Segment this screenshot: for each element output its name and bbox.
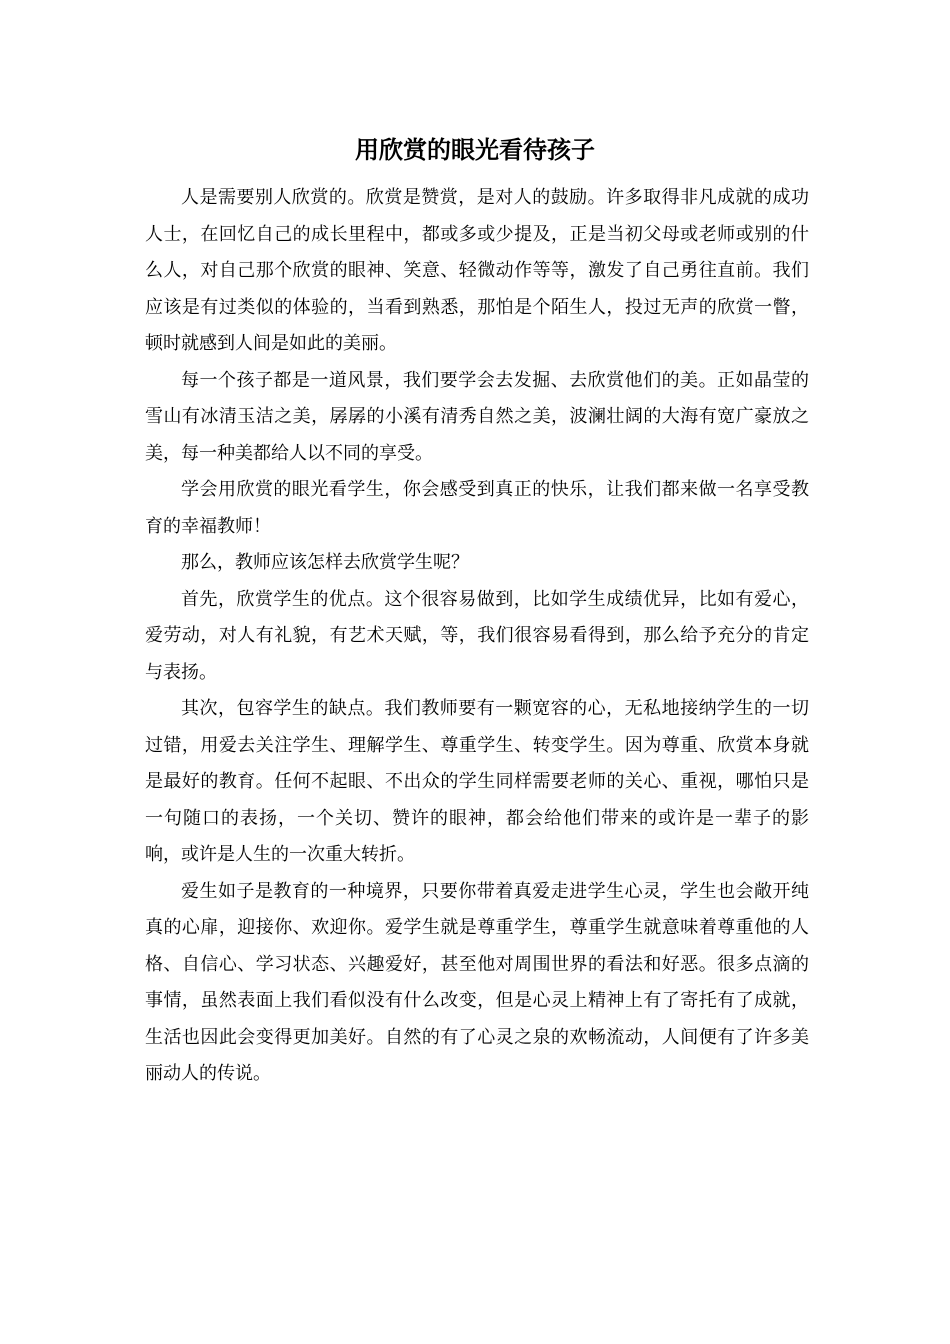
paragraph-4: 那么，教师应该怎样去欣赏学生呢？ bbox=[181, 552, 469, 573]
paragraph-2: 每一个孩子都是一道风景，我们要学会去发掘、去欣赏他们的美。正如晶莹的雪山有冰清玉洁之美，孱孱的小溪有清秀自然之美，波澜壮阔的大海有宽广豪放之美，每一种美都给人以不同的享受。 bbox=[145, 369, 809, 464]
paragraph-3: 学会用欣赏的眼光看学生，你会感受到真正的快乐，让我们都来做一名享受教育的幸福教师！ bbox=[145, 479, 809, 537]
document-title: 用欣赏的眼光看待孩子 bbox=[355, 136, 595, 164]
paragraph-6: 其次，包容学生的缺点。我们教师要有一颗宽容的心，无私地接纳学生的一切过错，用爱去关注学生、理解学生、尊重学生、转变学生。因为尊重、欣赏本身就是最好的教育。任何不起眼、不出众的学生同样需要老师的关心、重视，哪怕只是一句随口的表扬，一个关切、赞许的眼神，都会给他们带来的或许是一辈子的影响，或许是人生的一次重大转折。 bbox=[145, 698, 809, 865]
document-body bbox=[145, 180, 809, 1093]
paragraph-7: 爱生如子是教育的一种境界，只要你带着真爱走进学生心灵，学生也会敞开纯真的心扉，迎接你、欢迎你。爱学生就是尊重学生，尊重学生就意味着尊重他的人格、自信心、学习状态、兴趣爱好，甚至他对周围世界的看法和好恶。很多点滴的事情，虽然表面上我们看似没有什么改变，但是心灵上精神上有了寄托有了成就，生活也因此会变得更加美好。自然的有了心灵之泉的欢畅流动，人间便有了许多美丽动人的传说。 bbox=[145, 880, 809, 1084]
paragraph-1: 人是需要别人欣赏的。欣赏是赞赏，是对人的鼓励。许多取得非凡成就的成功人士，在回忆自己的成长里程中，都或多或少提及，正是当初父母或老师或别的什么人，对自己那个欣赏的眼神、笑意、轻微动作等等，激发了自己勇往直前。我们应该是有过类似的体验的，当看到熟悉，那怕是个陌生人，投过无声的欣赏一瞥，顿时就感到人间是如此的美丽。 bbox=[145, 187, 809, 354]
paragraph-5: 首先，欣赏学生的优点。这个很容易做到，比如学生成绩优异，比如有爱心，爱劳动，对人有礼貌，有艺术天赋，等，我们很容易看得到，那么给予充分的肯定与表扬。 bbox=[145, 588, 809, 683]
